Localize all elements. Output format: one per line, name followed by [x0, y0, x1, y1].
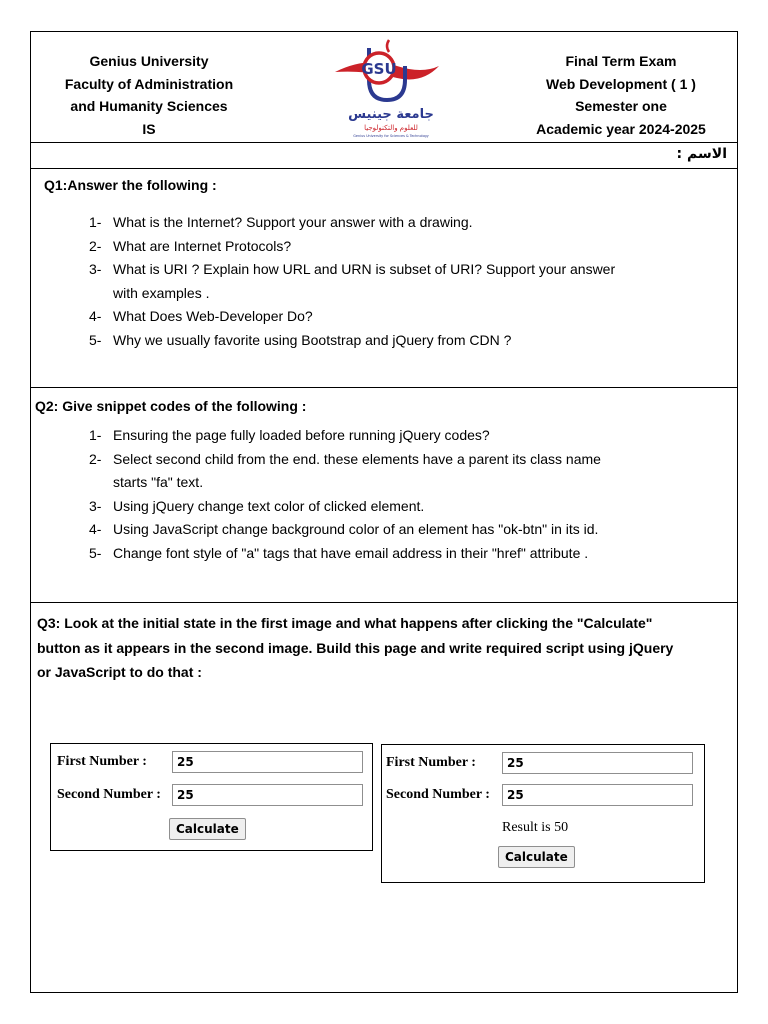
- question-1-title: Q1:Answer the following :: [44, 177, 217, 193]
- first-number-input[interactable]: 25: [502, 752, 693, 774]
- second-number-input[interactable]: 25: [502, 784, 693, 806]
- result-text: Result is 50: [502, 820, 569, 835]
- university-name: Genius University: [89, 53, 209, 69]
- logo-arabic-name: جامعة جينيس: [348, 107, 434, 122]
- faculty-name-cont: and Humanity Sciences: [70, 98, 228, 114]
- list-item: 2- What are Internet Protocols?: [89, 237, 292, 254]
- course-name: Web Development ( 1 ): [546, 75, 696, 92]
- list-item: 5- Why we usually favorite using Bootstrap and jQuery from CDN ?: [89, 331, 512, 348]
- question-2-section: [31, 388, 737, 603]
- logo-english-subtitle: Genius University for Sciences & Technology: [353, 134, 429, 138]
- list-item: 2- Select second child from the end. these elements have a parent its class name starts "fa" text.: [89, 450, 601, 490]
- exam-type: Final Term Exam: [565, 53, 677, 69]
- university-info: [31, 50, 267, 140]
- exam-info: [505, 50, 737, 140]
- question-2-list: [89, 424, 689, 565]
- demo-initial-state: [50, 743, 373, 851]
- second-number-label: Second Number :: [386, 787, 490, 802]
- list-item: 1- What is the Internet? Support your answer with a drawing.: [89, 214, 473, 230]
- question-3-text: Q3: Look at the initial state in the first image and what happens after clicking the "Calculate" button as it appears in the second image. Build this page and write required script using jQuery or JavaScript to do that :: [37, 615, 674, 680]
- list-item: 5- Change font style of "a" tags that have email address in their "href" attribute .: [89, 544, 589, 561]
- exam-page: [30, 31, 738, 993]
- list-item: 1- Ensuring the page fully loaded before running jQuery codes?: [89, 427, 490, 443]
- faculty-name: Faculty of Administration: [64, 75, 234, 92]
- semester: Semester one: [575, 98, 667, 114]
- first-number-input[interactable]: 25: [172, 751, 363, 773]
- department-name: IS: [142, 120, 156, 137]
- second-number-label: Second Number :: [57, 787, 161, 802]
- list-item: 3- Using jQuery change text color of clicked element.: [89, 497, 425, 514]
- exam-header: [31, 32, 737, 143]
- calculate-button[interactable]: Calculate: [169, 818, 246, 840]
- list-item: 3- What is URI ? Explain how URL and URN is subset of URI? Support your answer with examples .: [89, 261, 616, 301]
- question-2-title: Q2: Give snippet codes of the following :: [35, 398, 307, 414]
- first-number-label: First Number :: [386, 755, 476, 770]
- first-number-label: First Number :: [57, 754, 147, 769]
- question-3-section: [31, 603, 737, 992]
- list-item: 4- Using JavaScript change background color of an element has "ok-btn" in its id.: [89, 521, 599, 537]
- list-item: 4- What Does Web-Developer Do?: [89, 308, 313, 324]
- logo-arabic-subtitle: للعلوم والتكنولوجيا: [364, 124, 418, 132]
- logo-initials: GSU: [361, 60, 397, 78]
- university-logo: [327, 36, 447, 140]
- academic-year: Academic year 2024-2025: [536, 120, 706, 137]
- student-name-label: الاسم :: [676, 146, 727, 162]
- question-1-list: [89, 211, 689, 352]
- calculate-button[interactable]: Calculate: [498, 846, 575, 868]
- second-number-input[interactable]: 25: [172, 784, 363, 806]
- demo-result-state: [381, 744, 705, 883]
- student-name-row: [31, 143, 737, 169]
- question-1-section: [31, 169, 737, 388]
